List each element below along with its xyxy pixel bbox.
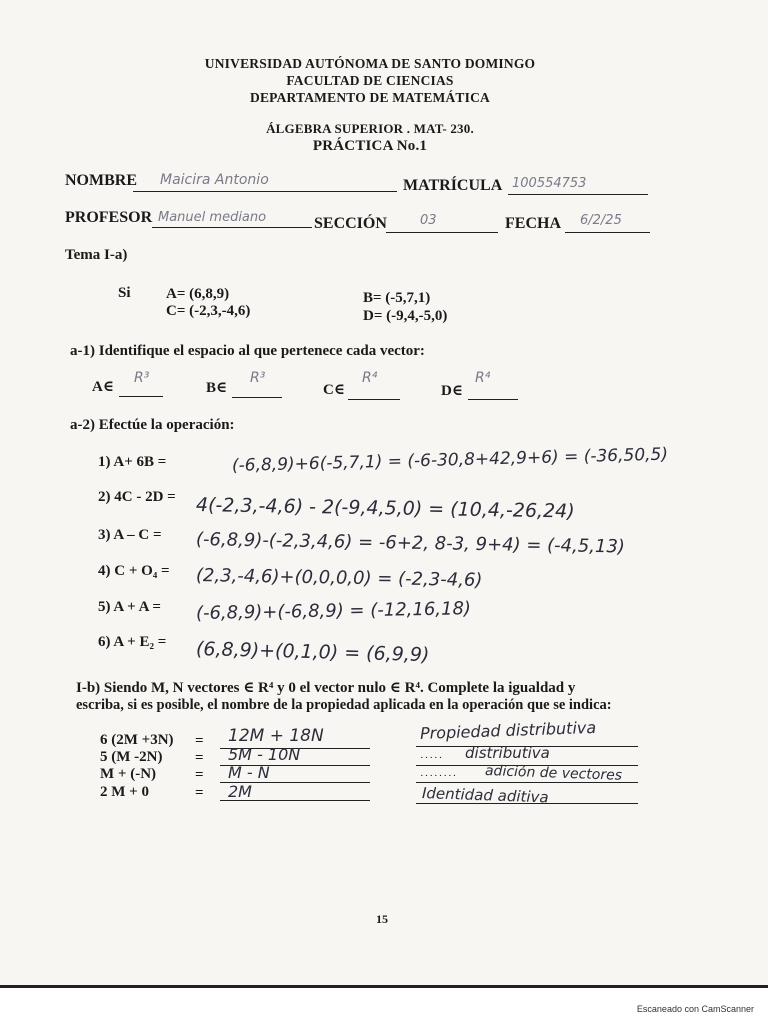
ib-row4-answer: 2M [228, 782, 252, 801]
ib-row2-expr: 5 (M -2N) [100, 749, 163, 765]
profesor-line [152, 227, 312, 228]
a1-d-line [468, 399, 518, 400]
ib-row4-eq: = [195, 785, 204, 801]
a2-op1-answer: (-6,8,9)+6(-5,7,1) = (-6-30,8+42,9+6) = (-36,50,5) [231, 444, 669, 476]
vector-d: D= (-9,4,-5,0) [363, 308, 448, 324]
ib-row3-property: adición de vectores [484, 763, 623, 784]
seccion-line [386, 232, 498, 233]
a1-c-line [348, 399, 400, 400]
ib-row4-property: Identidad aditiva [421, 784, 549, 807]
vector-b: B= (-5,7,1) [363, 290, 431, 306]
matricula-line [508, 194, 648, 195]
a2-op6-label: 6) A + E₂ = [98, 634, 167, 650]
a1-prompt: a-1) Identifique el espacio al que pertenece cada vector: [70, 343, 425, 359]
ib-prompt-line1: I-b) Siendo M, N vectores ∈ R⁴ y 0 el vector nulo ∈ R⁴. Complete la igualdad y [76, 680, 576, 696]
ib-prompt-line2: escriba, si es posible, el nombre de la propiedad aplicada en la operación que se indica: [76, 697, 612, 713]
seccion-label: SECCIÓN [314, 215, 387, 232]
vector-c: C= (-2,3,-4,6) [166, 303, 251, 319]
matricula-value: 100554753 [512, 176, 587, 191]
matricula-label: MATRÍCULA [403, 177, 503, 194]
a1-b-label: B∈ [206, 380, 228, 396]
practice-title: PRÁCTICA No.1 [312, 138, 428, 154]
profesor-label: PROFESOR [65, 209, 153, 226]
faculty-title: FACULTAD DE CIENCIAS [286, 73, 454, 88]
fecha-value: 6/2/25 [580, 213, 622, 228]
ib-row1-answer: 12M + 18N [228, 726, 324, 746]
nombre-line [133, 191, 397, 192]
a1-b-line [232, 397, 282, 398]
tema-title: Tema I-a) [65, 247, 128, 263]
a1-b-answer: R³ [250, 370, 266, 386]
a2-op2-label: 2) 4C - 2D = [98, 489, 176, 505]
ib-row1-expr: 6 (2M +3N) [100, 732, 174, 748]
ib-row3-dots: ········ [420, 770, 458, 782]
ib-row2-dots: ····· [420, 752, 444, 764]
a2-op2-answer: 4(-2,3,-4,6) - 2(-9,4,5,0) = (10,4,-26,24) [195, 494, 575, 523]
a2-op4-label: 4) C + O₄ = [98, 563, 170, 579]
a2-op3-label: 3) A – C = [98, 527, 162, 543]
seccion-value: 03 [420, 213, 437, 228]
a1-a-label: A∈ [92, 379, 114, 395]
nombre-value: Maicira Antonio [160, 172, 269, 188]
university-title: UNIVERSIDAD AUTÓNOMA DE SANTO DOMINGO [204, 56, 536, 71]
ib-row3-eq: = [195, 767, 204, 783]
a1-d-label: D∈ [441, 383, 463, 399]
department-title: DEPARTAMENTO DE MATEMÁTICA [250, 90, 490, 105]
a1-c-label: C∈ [323, 382, 345, 398]
a1-d-answer: R⁴ [475, 370, 491, 386]
a1-a-answer: R³ [134, 370, 150, 386]
ib-row2-answer: 5M - 10N [228, 745, 301, 764]
ib-row3-answer: M - N [228, 763, 270, 782]
course-title: ÁLGEBRA SUPERIOR . MAT- 230. [266, 121, 474, 136]
a2-op1-label: 1) A+ 6B = [98, 454, 167, 470]
a2-op5-label: 5) A + A = [98, 599, 161, 615]
page-number: 15 [376, 912, 388, 926]
ib-row4-expr: 2 M + 0 [100, 784, 149, 800]
si-label: Si [118, 285, 131, 301]
ib-row1-eq: = [195, 733, 204, 749]
ib-row1-property: Propiedad distributiva [419, 717, 597, 743]
a2-op3-answer: (-6,8,9)-(-2,3,4,6) = -6+2, 8-3, 9+4) = (-4,5,13) [195, 529, 626, 558]
a2-op4-answer: (2,3,-4,6)+(0,0,0,0) = (-2,3-4,6) [195, 565, 483, 591]
scanner-watermark: Escaneado con CamScanner [636, 1004, 754, 1014]
a1-a-line [119, 396, 163, 397]
fecha-label: FECHA [505, 215, 561, 232]
a2-op5-answer: (-6,8,9)+(-6,8,9) = (-12,16,18) [195, 598, 472, 624]
fecha-line [565, 232, 650, 233]
vector-a: A= (6,8,9) [166, 286, 230, 302]
a2-op6-answer: (6,8,9)+(0,1,0) = (6,9,9) [195, 638, 430, 667]
ib-row2-property: distributiva [465, 744, 550, 762]
ib-row2-eq: = [195, 750, 204, 766]
nombre-label: NOMBRE [65, 172, 137, 189]
ib-row3-expr: M + (-N) [100, 766, 157, 782]
profesor-value: Manuel mediano [158, 210, 267, 225]
a2-prompt: a-2) Efectúe la operación: [70, 417, 235, 433]
a1-c-answer: R⁴ [362, 370, 378, 386]
